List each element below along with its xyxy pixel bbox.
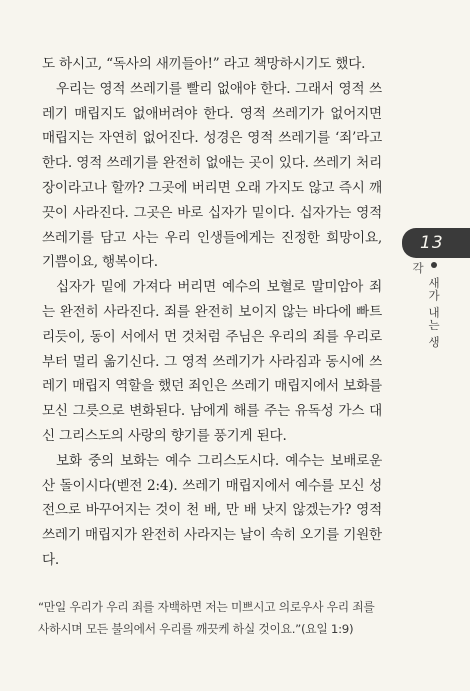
scripture-quote: “만일 우리가 우리 죄를 자백하면 저는 미쁘시고 의로우사 우리 죄를 사하시며 모든 불의에서 우리를 깨끗케 하실 것이요.”(요일 1:9) [38, 600, 375, 636]
chapter-number: 13 [420, 233, 444, 253]
bullet-dot-icon [431, 262, 437, 268]
paragraph-1: 도 하시고, “독사의 새끼들아!” 라고 책망하시기도 했다. [42, 56, 366, 72]
paragraph-2: 우리는 영적 쓰레기를 빨리 없애야 한다. 그래서 영적 쓰레기 매립지도 없애버려야 한다. 영적 쓰레기가 없어지면 매립지는 자연히 없어진다. 성경은 영적 쓰레기를 ‘죄’라고 한다. 영적 쓰레기를 완전히 없애는 곳이 있다. 쓰레기 처리장이라고나 할까? 그곳에 버리면 오래 가지도 않고 즉시 깨끗이 사라진다. 그곳은 바로 십자가 밑이다. 십자가는 영적 쓰레기를 담고 사는 우리 인생들에게는 진정한 희망이요, 기쁨이요, 행복이다. [42, 80, 382, 271]
body-text [42, 52, 382, 573]
side-vertical-label [411, 262, 442, 352]
chapter-number-tab [402, 228, 470, 258]
side-vertical-text: 새가 내는 생각 [411, 262, 441, 349]
paragraph-3: 십자가 밑에 가져다 버리면 예수의 보혈로 말미암아 죄는 완전히 사라진다. 죄를 완전히 보이지 않는 바다에 빠트리듯이, 동이 서에서 먼 것처럼 주님은 우리의 죄를 우리로부터 멀리 옮기신다. 그 영적 쓰레기가 사라짐과 동시에 쓰레기 매립지 역할을 했던 죄인은 쓰레기 매립지에서 보화를 모신 그릇으로 변화된다. 남에게 해를 주는 유독성 가스 대신 그리스도의 사랑의 향기를 풍기게 된다. [42, 279, 382, 444]
paragraph-4: 보화 중의 보화는 예수 그리스도시다. 예수는 보배로운 산 돌이시다(벧전 2:4). 쓰레기 매립지에서 예수를 모신 성전으로 바꾸어지는 것이 천 배, 만 배 낫지 않겠는가? 영적 쓰레기 매립지가 완전히 사라지는 날이 속히 오기를 기원한다. [42, 452, 382, 568]
